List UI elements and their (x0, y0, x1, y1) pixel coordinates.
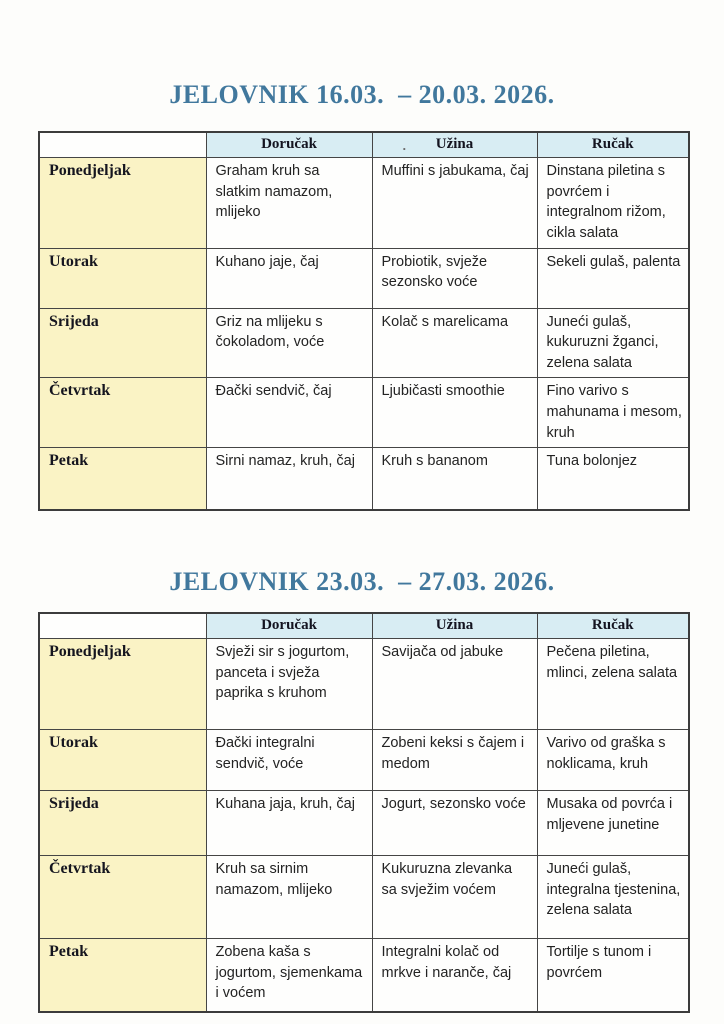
day-cell: Petak (39, 448, 206, 510)
table-row (39, 248, 689, 308)
table-header-row (39, 132, 689, 158)
table-header-row (39, 613, 689, 639)
menu-cell-uzina: Integralni kolač od mrkve i naranče, čaj (372, 939, 537, 1012)
table-row (39, 639, 689, 730)
menu-cell-uzina: Jogurt, sezonsko voće (372, 791, 537, 856)
menu-table-week2 (38, 612, 690, 1013)
menu-cell-rucak: Musaka od povrća i mljevene junetine (537, 791, 689, 856)
menu-cell-rucak: Varivo od graška s noklicama, kruh (537, 730, 689, 791)
menu-cell-rucak: Fino varivo s mahunama i mesom, kruh (537, 378, 689, 448)
menu-cell-uzina: Probiotik, svježe sezonsko voće (372, 248, 537, 308)
menu-cell-uzina: Kruh s bananom (372, 448, 537, 510)
menu-cell-uzina: Savijača od jabuke (372, 639, 537, 730)
menu-cell-uzina: Zobeni keksi s čajem i medom (372, 730, 537, 791)
menu-cell-rucak: Tortilje s tunom i povrćem (537, 939, 689, 1012)
menu-cell-dorucak: Kuhano jaje, čaj (206, 248, 372, 308)
menu-cell-rucak: Pečena piletina, mlinci, zelena salata (537, 639, 689, 730)
menu-cell-dorucak: Sirni namaz, kruh, čaj (206, 448, 372, 510)
menu-cell-dorucak: Griz na mlijeku s čokoladom, voće (206, 308, 372, 378)
menu-cell-uzina: Kolač s marelicama (372, 308, 537, 378)
menu-cell-rucak: Tuna bolonjez (537, 448, 689, 510)
header-uzina: Užina (372, 613, 537, 639)
corner-header-cell (39, 613, 206, 639)
day-cell: Srijeda (39, 308, 206, 378)
menu-cell-uzina: Ljubičasti smoothie (372, 378, 537, 448)
table-row (39, 448, 689, 510)
menu-cell-dorucak: Đački integralni sendvič, voće (206, 730, 372, 791)
menu-table-week1 (38, 131, 690, 511)
menu-cell-uzina: Muffini s jabukama, čaj (372, 158, 537, 248)
header-dorucak: Doručak (206, 132, 372, 158)
menu-cell-rucak: Sekeli gulaš, palenta (537, 248, 689, 308)
table-row (39, 158, 689, 248)
day-cell: Ponedjeljak (39, 158, 206, 248)
day-cell: Srijeda (39, 791, 206, 856)
menu-title-week1: JELOVNIK 16.03. – 20.03. 2026. (169, 80, 555, 109)
menu-cell-rucak: Juneći gulaš, kukuruzni žganci, zelena salata (537, 308, 689, 378)
table-row (39, 939, 689, 1012)
day-cell: Četvrtak (39, 378, 206, 448)
day-cell: Utorak (39, 248, 206, 308)
day-cell: Ponedjeljak (39, 639, 206, 730)
header-uzina: . Užina (372, 132, 537, 158)
table-row (39, 308, 689, 378)
day-cell: Četvrtak (39, 856, 206, 939)
menu-cell-dorucak: Kuhana jaja, kruh, čaj (206, 791, 372, 856)
header-rucak: Ručak (537, 613, 689, 639)
table-row (39, 856, 689, 939)
table-row (39, 791, 689, 856)
day-cell: Petak (39, 939, 206, 1012)
menu-cell-rucak: Juneći gulaš, integralna tjestenina, zelena salata (537, 856, 689, 939)
table-row (39, 378, 689, 448)
corner-header-cell (39, 132, 206, 158)
day-cell: Utorak (39, 730, 206, 791)
table-row (39, 730, 689, 791)
header-rucak: Ručak (537, 132, 689, 158)
header-dorucak: Doručak (206, 613, 372, 639)
menu-cell-dorucak: Graham kruh sa slatkim namazom, mlijeko (206, 158, 372, 248)
menu-cell-dorucak: Svježi sir s jogurtom, panceta i svježa paprika s kruhom (206, 639, 372, 730)
menu-cell-dorucak: Kruh sa sirnim namazom, mlijeko (206, 856, 372, 939)
menu-cell-dorucak: Zobena kaša s jogurtom, sjemenkama i voćem (206, 939, 372, 1012)
menu-title-week2: JELOVNIK 23.03. – 27.03. 2026. (169, 566, 555, 596)
menu-cell-dorucak: Đački sendvič, čaj (206, 378, 372, 448)
menu-cell-uzina: Kukuruzna zlevanka sa svježim voćem (372, 856, 537, 939)
menu-cell-rucak: Dinstana piletina s povrćem i integralnom rižom, cikla salata (537, 158, 689, 248)
scan-stray-mark: . (402, 137, 407, 153)
